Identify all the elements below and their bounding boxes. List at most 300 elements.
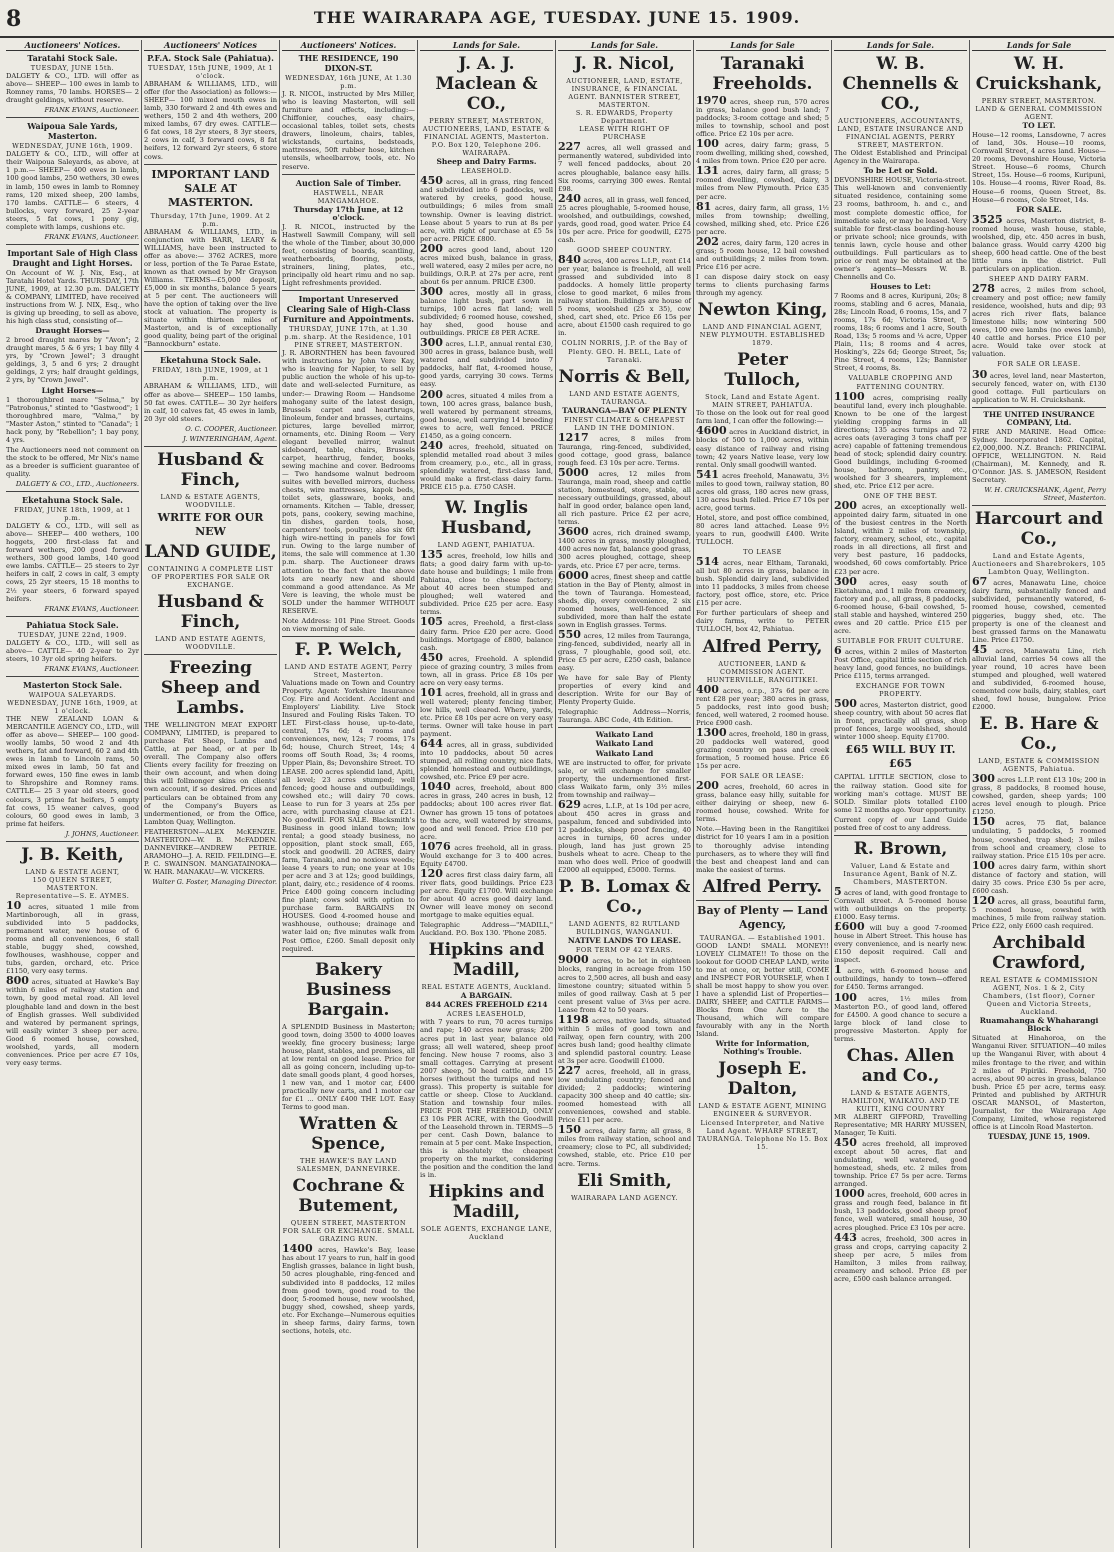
listing <box>696 164 829 201</box>
listing-text: acres, Manawatu Line, choice dairy farm, substantially fenced and subdivided, permanently watered, 6-roomed house, cowshed, cemented piggeries, buggy shed, etc. The property is one of the cleanest and best grassed farms on the Manawatu Line. Price £1750. <box>972 579 1106 644</box>
divider <box>420 494 553 495</box>
ad-text: GOOD LAND! SMALL MONEY!! LOVELY CLIMATE!! To those on the lookout for GOOD CHEAP LAND, write to me at once, or, better still, COME and INSPECT FOR YOURSELF, when I shall be most happy to show you over. I have a splendid List of Properties—DAIRY, SHEEP, and CATTLE FARMS—Blocks from One Acre to the Thousand, which will compare favourably with any in the North Island. <box>696 941 829 1039</box>
listing <box>972 815 1106 860</box>
ad-text: CAPITAL LITTLE SECTION, close to the railway station. Good site for working man's cottage. MUST BE SOLD. Similar plots totalled £100 some 12 months ago. Your opportunity. <box>834 773 967 814</box>
bargain-acres: 844 ACRES FREEHOLD £214 <box>425 1000 548 1010</box>
column-heading: Lands for Sale. <box>420 40 553 51</box>
listing-text: acres, within 2 miles of Masterton Post Office, capital little section of rich heavy land, good fences, no buildings. Price £115, terms arranged. <box>834 647 967 681</box>
listing-text: acres first class dairy farm, all river flats, good buildings. Price £23 per acre. Equity £1700. Will exchange for about 40 acres good dairy land. Owner will leave money on second mortgage to make equities equal. <box>420 870 553 920</box>
listing-acres: 1300 <box>696 725 727 739</box>
ad-title: Important Unreserved Clearing Sale of High-Class Furniture and Appointments. <box>282 294 415 325</box>
ad-note: We have for sale Bay of Plenty properties of every kind and description. Write for our Bay of Plenty Property Guide. <box>558 674 691 707</box>
listings <box>696 424 829 512</box>
divider <box>144 446 277 447</box>
listing <box>420 438 553 492</box>
section-subheading: SHEEP AND DAIRY FARM. <box>989 274 1089 283</box>
ad-subheading: HASTWELL, NEAR MANGAMAHOE. <box>313 188 384 205</box>
listings <box>558 430 691 673</box>
listing <box>834 697 967 742</box>
listing <box>558 252 691 338</box>
listings <box>420 174 553 492</box>
ad-text: J. R. NICOL, instructed by Mrs Miller, who is leaving Masterton, will sell furniture and effects, including:—Chiffonier, couches, easy chairs, occasional tables, toilet sets, chests drawers, linoleum, chairs, tables, wickstands, curtains, bedsteads, mattresses, 50ft rubber hose, kitchen utensils, wheelbarrow, tools, etc. No reserve. <box>282 90 415 171</box>
listing-acres: 5 <box>834 884 842 898</box>
listing <box>972 772 1106 817</box>
listing-acres: 6000 <box>558 568 589 582</box>
agent-name: P. B. Lomax & Co., <box>558 877 691 918</box>
listing-text: acres, 12 miles from Tauranga, main road, sheep and cattle station, homestead, store, stable, all necessary outbuildings, grassed, about half in good order, balance open land, all rich pasture. Price £2 per acre, terms. <box>558 470 691 527</box>
listing-text: acres freehold, Manawatu, 3½ miles to good town, railway station, 80 acres old grass, 180 acres new grass, 130 acres bush felled. Price £7 10s per acre, good terms. <box>696 471 829 512</box>
agent-subtitle: LAND AND FINANCIAL AGENT, NEW PLYMOUTH. ESTABLISHED 1879. <box>699 323 826 348</box>
section-heading: Waikato Land <box>595 748 654 758</box>
agent-name: Husband & Finch, <box>157 449 264 490</box>
ad-list: 2 brood draught mares by "Avon"; 2 draught mares, 5 & 6 yrs; 1 bay filly 4 yrs, by "Crown Jewel"; 3 draught geldings, 3, 5 and 6 yrs; 2 draught geldings, 2 yrs; half draught geldings, 2 yrs, by "Crown Jewel". <box>6 336 139 385</box>
ad-date: TUESDAY, JUNE 15th. <box>30 64 115 72</box>
ad-headline: Freezing Sheep and Lambs. <box>160 658 261 719</box>
listing <box>834 574 967 635</box>
listing-text: acres, Freehold, a first-class dairy farm. Price £20 per acre. Good buildings. Mortgage of £800, balance cash. <box>420 619 553 652</box>
column-heading: Lands for Sale <box>696 40 829 51</box>
listings <box>420 548 553 920</box>
agent-representative: S. R. EDWARDS, Property Department. <box>575 109 674 126</box>
agent-name: Bay of Plenty — Land Agency, <box>697 903 828 931</box>
listing-acres: 1970 <box>696 94 727 107</box>
ad-date: THURSDAY, JUNE 17th, at 1.30 p.m. sharp. At the Residence, 101 PINE STREET, MASTERTON. <box>284 325 413 350</box>
listing <box>972 642 1106 712</box>
listing <box>834 920 967 965</box>
ad-title: Taratahi Stock Sale. <box>27 53 118 63</box>
section-subheading: FOR SALE OR LEASE: <box>720 772 805 781</box>
column-5 <box>556 40 694 1548</box>
ad-text: DALGETY & CO., LTD. will offer as above— SHEEP— 100 ewes in lamb to Romney rams, 70 lambs. HORSES— 2 draught geldings, without reserve. <box>6 72 139 105</box>
listing-text: acres freehold, all in grass. Would exchange for 3 to 400 acres. Equity £4700. <box>420 843 553 868</box>
ad-agent: J. WINTERINGHAM, Agent. <box>183 434 277 443</box>
ad-note: I can dispose dairy stock on easy terms to clients purchasing farms through my agency. <box>696 272 829 298</box>
ad-signature: FRANK EVANS, Auctioneer. <box>44 664 139 673</box>
listing-text: acres, L.I.P., annual rental £30, 300 acres in grass, balance bush, well watered and subdivided into 7 paddocks, half flat, 4-roomed house, good yards, carrying 30 cows. Terms easy. <box>420 340 553 389</box>
listing-acres: 278 <box>972 282 995 296</box>
listing <box>696 555 829 608</box>
listing-acres: 450 <box>420 174 443 188</box>
listing-acres: 100 <box>972 858 995 872</box>
agent-subtitle: AUCTIONEER, LAND & COMMISSION AGENT. HUNTERVILLE, RANGITIKEI. <box>706 659 819 684</box>
listing <box>696 199 829 236</box>
listings <box>696 555 829 608</box>
ad-text: Situated at Hinahoroa, on the Wanganui River. SITUATION—40 miles up the Wanganui River, with about 4 miles frontage to the river, and within 2 miles of Pipiriki. Freehold, 750 acres, about 90 acres in grass, balance bush. Price £5 per acre, terms easy. Printed and published by ARTHUR OSCAR MANSOL, of Masterton, Journalist, for the Wairarapa Age Company, Limited, whose registered office is at Lincoln Road Masterton. <box>972 1034 1106 1131</box>
issue-date: TUESDAY, JUNE 15, 1909. <box>988 1131 1090 1141</box>
ad-note: The Auctioneers need not comment on the stock to be offered, Mr Nix's name as a breeder is sufficient guarantee of quality. <box>6 445 139 478</box>
ad-text: On Account of W. J. Nix, Esq., at Taratahi Hotel Yards. THURSDAY, 17th JUNE, 1909, at 12.30 p.m. DALGETY & COMPANY, LIMITED, have received instructions from W. J. NIX, Esq., who is giving up breeding, to sell as above, his high class stud, consisting of— <box>6 268 139 326</box>
agent-subtitle: LAND & ESTATE AGENTS, WOODVILLE. <box>160 492 261 509</box>
listing-acres: £600 <box>834 920 865 934</box>
ad-headline: Bakery Business Bargain. <box>305 959 392 1020</box>
agent-subtitle: LAND AGENTS, 82 RUTLAND BUILDINGS, WANGANUI. <box>568 920 681 937</box>
section-subheading: LEASE WITH RIGHT OF PURCHASE <box>579 125 670 142</box>
listing <box>696 682 829 727</box>
column-heading: Auctioneers' Notices. <box>282 40 415 51</box>
ad-date: WEDNESDAY, 16th JUNE, At 1.30 p.m. <box>285 74 412 91</box>
agent-subtitle: QUEEN STREET, MASTERTON <box>290 1219 407 1228</box>
listing-text: acres, freehold, 60 acres in grass, balance easy hilly, suitable for either dairying or sheep, new 6-roomed house, cowshed. Write for terms. <box>696 783 829 824</box>
agent-subtitle: WAIRARAPA LAND AGENCY. <box>570 1193 679 1202</box>
ad-title: P.F.A. Stock Sale (Pahiatua). <box>147 53 274 63</box>
listing <box>834 1187 967 1232</box>
listings <box>696 779 829 824</box>
section-heading: Write for Information, Nothing's Trouble. <box>715 1039 810 1057</box>
listing-acres: 81 <box>696 199 712 213</box>
listing-text: acres, freehold, 180 in grass, 20 paddocks well watered, good grazing country on pass and creek formation, 5 roomed house. Price £6 15s per acre. <box>696 729 829 771</box>
listing-text: acres freehold, all improved except about 50 acres, flat and undulating, well watered, good homestead, sheds, etc. 2 miles from township. Price £7 5s per acre. Terms arranged. <box>834 1140 967 1189</box>
listing-acres: 9000 <box>558 953 589 967</box>
ad-text: House—12 rooms, Lansdowne, 7 acres of land, 30s. House—10 rooms, Cornwall Street, 4 acres land. House—20 rooms, Devonshire House, Victoria Street. House—6 rooms, Church Street, 15s. House—6 rooms, Kuripuni, 10s. House—4 rooms, River Road, 8s. House—6 rooms, Queen Street, 8s. House—6 rooms, Cole Street, 14s. <box>972 131 1106 204</box>
agent-name: W. Inglis Husband, <box>440 498 533 539</box>
listing-text: acres, freehold, all in grass, low undulating country; fenced and divided; 2 paddocks; wintering capacity 300 sheep and 40 cattle; six-roomed homestead with all conveniences, cowshed and stable. Price £11 per acre. <box>558 1068 691 1125</box>
ad-text: ABRAHAM & WILLIAMS, LTD., will offer as above— SHEEP— 150 lambs, 50 fat ewes. CATTLE— 30 2yr heifers in calf, 10 calves fat, 45 ewes in lamb, 20 3yr old steers. <box>144 382 277 423</box>
listing-acres: 541 <box>696 467 719 481</box>
agent-name: Hipkins and Madill, <box>428 1182 545 1223</box>
listing <box>834 963 967 992</box>
listing <box>834 1136 967 1189</box>
divider <box>282 956 415 957</box>
listing <box>834 884 967 922</box>
divider <box>6 117 139 118</box>
listing-acres: 514 <box>696 555 719 569</box>
listing <box>420 336 553 389</box>
listing-acres: 105 <box>420 615 443 629</box>
ad-date: TUESDAY, 15th JUNE, 1909, At 1 o'clock. <box>147 64 274 81</box>
listing <box>420 866 553 920</box>
ad-title: Eketahuna Stock Sale. <box>22 495 123 506</box>
listing <box>972 212 1106 273</box>
ad-date: FRIDAY, JUNE 18th, 1909, at 1 p.m. <box>14 506 131 523</box>
guide-title: LAND GUIDE, <box>144 541 277 562</box>
listing-text: acres, situated 4 miles from a town, 100 acres grass, balance bush, well watered by permanent streams, good house, well carrying 14 breeding ewes to acre, well fenced. PRICE £1450, as a going concern. <box>420 391 553 440</box>
telegraphic-address: Telegraphic Address—Norris, Tauranga. ABC Code, 4th Edition. <box>558 708 691 725</box>
agent-name: E. B. Hare & Co., <box>979 714 1099 755</box>
ad-signature: FRANK EVANS, Auctioneer. <box>44 232 139 241</box>
agent-subtitle: AUCTIONEERS, ACCOUNTANTS, LAND, ESTATE INSURANCE AND FINANCIAL AGENTS, PERRY STREET, MASTERTON. <box>837 117 964 150</box>
listing-acres: 6 <box>834 643 842 657</box>
ad-note: For further particulars of sheep and dairy farms, write to PETER TULLOCH, box 42, Pahiatua. <box>696 609 829 634</box>
listing-text: acres, 1½ miles from Masterton P.O., of good land, offered for £4500. A good chance to secure a large block of land close to progressive Masterton. Apply for terms. <box>834 994 967 1043</box>
listing-acres: 300 <box>972 772 995 786</box>
listing <box>834 990 967 1043</box>
listings <box>972 212 1106 273</box>
listing-acres: 100 <box>834 990 857 1004</box>
agent-subtitle: LAND AGENT, PAHIATUA. <box>437 541 536 550</box>
listing-text: acres, 8 miles from Tauranga, ring-fenced, subdivided, good cottage, good grass, balance rough feed. £3 10s per acre. Terms. <box>558 434 691 467</box>
listing <box>558 466 691 527</box>
column-6 <box>694 40 832 1548</box>
listing-acres: 1 <box>834 963 842 977</box>
listing <box>558 1064 691 1125</box>
agent-name: Joseph E. Dalton, <box>718 1059 807 1100</box>
listing-acres: 300 <box>420 336 443 350</box>
insurance-title: THE UNITED INSURANCE COMPANY, Ltd. <box>983 409 1095 427</box>
listing <box>558 525 691 570</box>
agent-representative: Representative—S. E. AYMES. <box>15 891 130 900</box>
listing <box>558 1012 691 1065</box>
agent-name: Newton King, <box>697 300 828 321</box>
listing: 800 acres, situated at Hawke's Bay within 6 miles of railway station and town, by good metal road. All level ploughable land and down in the best of English grasses. Well subdivided and watered by permanent springs, will easily winter 3 sheep per acre. Good 6 roomed house, cowshed, woolshed, yards, all modern conveniences. Price per acre £7 10s, very easy terms. <box>6 974 139 1067</box>
listing-acres: 120 <box>972 893 995 907</box>
listing-text: acres, freehold, about 800 acres in grass, 240 acres in bush, 12 paddocks; about 100 acres river flat. Owner has grown 15 tons of potatoes to the acre, well watered by streams, good and well fenced. Price £10 per acre. <box>420 784 553 841</box>
ad-text: WE are instructed to offer, for private sale, or will exchange for smaller property, the undermentioned first-class Waikato farm, only 3½ miles from township and railway— <box>558 758 691 799</box>
listing-text: acres, Freehold. A splendid piece of grazing country, 3 miles from town, all in grass. Price £8 10s per acre on very easy terms. <box>420 654 553 687</box>
listing-text: acres good land, about 120 acres mixed bush, balance in grass, well watered, easy 2 miles per acre, no buildings, O.R.P. at 27s per acre, rent about 6s per annum. PRICE £300. <box>420 245 553 286</box>
ad-text: J. R. ABORNTHEN has been favoured with instructions by John Vere Kay, who is leaving for Napier, to sell by public auction the whole of his up-to-date and well-selected Furniture, as under:— Drawing Room — Handsome mahogany suite of the latest design, Brussels carpet and hearthrugs, linoleum, fender and brasses, curtains, pictures, large bevelled mirror, ornaments, etc. Dining Room — Very elegant bevelled mirror, walnut sideboard, table, chairs, Brussels carpet, hearthrug, fender, books, sewing machine and cover. Bedrooms — Two handsome walnut bedroom suites with bevelled mirrors, duchess chests, wire mattresses, kapok beds, toilet sets, glassware, books, and ornaments. Kitchen — Table, dresser, pots, pans, cookery, sewing machine, tin dishes, garden tools, hose, carpenters' tools, poultry; also six 6ft high wire-netting in panels for fowl run. Owing to the large number of items, the sale will commence at 1.30 p.m. sharp. The Auctioneer draws attention to the fact that the above lots are nearly new and should command a good attendance. As Mr Vere is leaving, the whole must be SOLD under the hammer WITHOUT RESERVE. <box>282 349 415 615</box>
agent-name: Alfred Perry. <box>702 876 823 897</box>
listing-text: acres in Auckland district, in blocks of 500 to 1,000 acres, within easy distance of railway and rising town; 42 years Native lease, very low rental. Only small goodwill wanted. <box>696 428 829 469</box>
listing-text: acres, all grass, beautiful farm, 5 roomed house, cowshed with machines, 5 mile from railway station. Price £22, only £600 cash required. <box>972 897 1106 930</box>
listings <box>972 772 1106 930</box>
listing-text: acres, 400 acres L.I.P., rent £14 per year, balance is freehold, all well grassed and subdivided into 8 paddocks. A homely little property close to good market, 6 miles from railway station. Buildings are house of 5 rooms, woolshed (25 x 35), cow shed, cart shed, etc. Price £6 15s per acre, about £1500 cash required to go in. <box>558 256 691 338</box>
ad-subheading: FOR SALE OR EXCHANGE. SMALL GRAZING RUN. <box>282 1227 415 1244</box>
listings <box>834 643 967 681</box>
agent-name: Peter Tulloch, <box>724 350 801 391</box>
column-1 <box>4 40 142 1548</box>
section-subheading: SUITABLE FOR FRUIT CULTURE. <box>837 636 964 645</box>
listings <box>696 682 829 771</box>
ad-subheading: Draught Horses— <box>35 326 110 336</box>
ad-date: TUESDAY, JUNE 22nd, 1909. <box>18 630 127 639</box>
agent-subtitle: LAND & ESTATE AGENT, MINING ENGINEER & SURVEYOR. Licensed Interpreter, and Native Land Agent. WHARF STREET, TAURANGA. Telephone No 15. Box 15. <box>697 1102 828 1151</box>
columns <box>4 40 1110 1548</box>
ad-text: with 7 years to run, 70 acres turnips and rape; 140 acres new grass; 200 acres put in last year, balance old grass; all well watered, sheep proof fencing. New house 7 rooms, also 3 small cottages. Carrying at present 2007 sheep, 50 head cattle, and 15 horses (without the turnips and new grass). This property is suitable for cattle or sheep. Close to Auckland. Station and township four miles. PRICE FOR THE FREEHOLD, ONLY £3 10s PER ACRE, with the Goodwill of the Leasehold thrown in. TERMS—5 per cent. Cash Down, balance to remain at 5 per cent. Make Inspection, this is absolutely the cheapest property on the market, considering the position and the condition the land is in. <box>420 1018 553 1180</box>
listing <box>696 234 829 271</box>
agent-name: Cochrane & Butement, <box>292 1176 405 1217</box>
divider <box>6 244 139 245</box>
page-number: 8 <box>6 6 22 32</box>
listing-text: acres, freehold, low hills and flats; a good dairy farm with up-to-date house and buildings; 1 mile from Pahiatua, close to cheese factory; about 40 acres been stumped and ploughed; well watered and subdivided. Price £25 per acre. Easy terms. <box>420 552 553 617</box>
listing-text: acres dairy farm, within short distance of factory and station, will dairy 35 cows. Price £30 5s per acre, £600 cash. <box>972 862 1106 895</box>
listing-acres: 135 <box>420 548 443 562</box>
listing-acres: 5000 <box>558 466 589 480</box>
ad-text: DEVONSHIRE HOUSE, Victoria-street. This well-known and conveniently situated residence, containing some 23 rooms, bathroom, h. and c., and most complete domestic office, for immediate sale, or may be leased. Very suitable for first-class boarding-house or private school; nice grounds, with tennis lawn, cycle house and other outbuildings. Full particulars as to price or rent may be obtained at the owner's agents—Messrs W. B. Chennells and Co. <box>834 176 967 281</box>
divider <box>6 616 139 617</box>
listing-acres: 120 <box>420 866 443 880</box>
divider <box>282 636 415 637</box>
agent-subtitle: Valuer, Land & Estate and Insurance Agent, Bank of N.Z. Chambers, MASTERTON. <box>843 861 958 886</box>
ad-text: Valuations made on Town and Country Property. Agent: Yorkshire Insurance Coy. Fire and Accident. Accident and Employers' Liability. Live Stock Insured and Fouling Risks Taken. TO LET. First-class house, up-to-date, central, 17s 6d; 4 rooms and conveniences, new, 12s; 7 rooms, 17s 6d; house, Church Street, 14s; 4 rooms off South Road, 3s; 4 rooms, Upper Plain, 8s; Devonshire Street. TO LEASE. 200 acres splendid land, Apiti, all level; 23 acres stumped; well fenced; good house and outbuildings, cowshed etc.; will dairy 70 cows. Lease to run for 3 years at 25s per acre, with purchasing clause at £21. No goodwill. FOR SALE. Blacksmith's Business in good inland town; low rental; a good steady business, no opposition, plant stock small, £65, stock and goodwill. 20 ACRES, dairy farm, Taranaki, and no noxious weeds; lease 4 years to run; one year at 10s per acre and 3 at 12s; good buildings, plant, dairy, etc.; residence of 4 rooms. Price £400 going concern including fine plant; cows sold with option to purchase farm. BARGAINS IN HOUSES. Good 4-roomed house and washhouse, outhouse; drainage and water laid on; five minutes walk from Post Office, £260. Small deposit only required. <box>282 679 415 953</box>
column-7 <box>832 40 970 1548</box>
listing-acres: 1040 <box>420 780 451 794</box>
listing <box>834 499 967 576</box>
insurance-agent: W. H. CRUICKSHANK, Agent, Perry Street, Masterton. <box>984 486 1106 503</box>
listing <box>420 780 553 841</box>
divider <box>972 505 1106 506</box>
ad-title: Auction Sale of Timber. <box>295 177 402 188</box>
listing-text: acres, dairy farm, 120 acres in grass; 5 room house, 12 bail cowshed and outbuildings; 2 miles from town. Price £16 per acre. <box>696 238 829 271</box>
listing-text: acres, level land, near Masterton, securely fenced, water on, with £130 good cottage. Full particulars on application to W. H. Cruickshank. <box>972 371 1106 404</box>
listing <box>558 797 691 875</box>
listing-acres: 1000 <box>834 1187 865 1201</box>
divider <box>834 835 967 836</box>
section-subheading: LEASEHOLD. <box>461 167 512 176</box>
listing: 1400 acres, Hawke's Bay, lease has about 17 years to run, half in good English grasses, balance in light bush, 50 acres ploughable, ring-fenced and subdivided into 8 paddocks, 12 miles from good town, good road to the door, 5-roomed house, new woolshed, buggy shed, cowshed, sheep yards, etc. For Exchange—Numerous equities in sheep farms, dairy farms, town sections, hotels, etc. <box>282 1242 415 1335</box>
column-heading: Lands for Sale <box>972 40 1106 51</box>
ad-subheading: Light Horses— <box>41 385 104 395</box>
listing <box>420 387 553 440</box>
agent-name: J. A. J. Maclean & CO., <box>435 54 538 114</box>
column-heading: Auctioneers' Notices <box>144 40 277 51</box>
ad-text: THE NEW ZEALAND LOAN & MERCANTILE AGENCY CO., LTD., will offer as above— SHEEP— 100 good-woolly lambs, 50 wood 2 and 4th wethers, fat and forward, 60 2 and 4th ewes in lamb to Lincoln rams, 50 mixed ewes in lamb, 50 fat and forward ewes, 150 fine ewes in lamb to Shropshire and Romney rams. CATTLE— 25 3 year old steers, good colours, 3 prime fat heifers, 5 empty fat cows, 15 weaner calves, good colours, 60 good ewes in lamb, 3 prime fat heifers. <box>6 715 139 828</box>
listing-acres: 67 <box>972 575 988 589</box>
agent-name: Norris & Bell, <box>558 366 691 387</box>
listing <box>558 140 691 193</box>
listing-acres: 45 <box>972 642 988 656</box>
listing-text: acres, all in grass, well fenced, 25 acres ploughable, 5-roomed house, woolshed, and outbuildings, cowshed, yards, good road, good water. Price £4 10s per acre. Price for goodwill, £275 cash. <box>558 195 691 244</box>
listing <box>834 1230 967 1283</box>
column-heading: Auctioneers' Notices. <box>6 40 139 51</box>
section-heading: Ruamahanga & Whaharangi Block <box>979 1016 1099 1034</box>
listing-text: acres, Masterton district, 8-roomed house, wash house, stable, woolshed, dip, etc. 450 acres in bush, balance grass. Would carry 4200 big sheep, 600 head cattle. One of the best little runs in the district. Full particulars on application. <box>972 216 1106 273</box>
listing-text: acres, all in grass, ring fenced and subdivided into 6 paddocks, well watered by creeks, good house, outbuildings; 6 miles from small township. Owner is leaving district. Lease about 5 years to run at 8s per acre, with right of purchase at £5 5s per acre. PRICE £800. <box>420 178 553 243</box>
ad-title: Waipoua Sale Yards, Masterton. <box>27 121 118 142</box>
listing-text: acre, with 6-roomed house and outbuildings, handy to town—offered for £450. Terms arranged. <box>834 967 967 992</box>
listing <box>420 737 553 782</box>
listing <box>696 725 829 771</box>
ad-date: FRIDAY, 18th JUNE, 1909, at 1 p.m. <box>152 366 269 383</box>
agent-subtitle: LAND, ESTATE & COMMISSION AGENTS, Pahiatua. <box>978 757 1100 774</box>
listing-acres: 3600 <box>558 525 589 539</box>
ad-text: DALGETY & CO., LTD., will offer at their Waipoua Saleyards, as above, at 1 p.m.— SHEEP— 400 ewes in lamb, 100 good lambs, 250 wethers, 30 ewes in lamb, 150 ewes in lamb to Romney rams, 120 mixed sheep, 200 lambs, 170 lambs. CATTLE— 6 steers, 4 bullocks, very forward, 25 2-year steers, 5 fat cows, 1 pony gig, complete with lamps, cushions etc. <box>6 150 139 231</box>
ad-subheading: WAIPOUA SALEYARDS. <box>28 690 117 699</box>
listing-acres: 150 <box>972 815 995 829</box>
listing-acres: 840 <box>558 252 581 266</box>
agent-subtitle: LAND & ESTATE AGENT, <box>25 867 120 876</box>
divider <box>6 841 139 842</box>
agent-name: Hipkins and Madill, <box>428 940 545 981</box>
listing-acres: 1217 <box>558 430 589 444</box>
ad-signature: Walter G. Foster, Managing Director. <box>152 878 277 886</box>
listing-text: acres, sheep run, 570 acres in grass, balance good bush land; 7 paddocks; 3-room cottage and shed; 5 miles to township, school and post office. Price £2 10s per acre. <box>696 98 829 139</box>
listing-text: acres, all well grassed and permanently watered, subdivided into 7 well fenced paddocks, about 20 acres ploughable, balance easy hills. Six rooms, carrying 300 ewes. Rental £98. <box>558 144 691 193</box>
listing-acres: 150 <box>558 1123 581 1137</box>
listing <box>696 137 829 166</box>
ad-signature: DALGETY & CO., LTD., Auctioneers. <box>15 480 139 489</box>
agent-name: F. P. Welch, <box>294 639 403 660</box>
listing <box>696 467 829 512</box>
divider <box>144 654 277 655</box>
listing <box>972 282 1106 359</box>
listing-text: acres, 12 miles from Tauranga, ring-fenced, subdivided, nearly all in grass, 7 ploughable, good soil, etc. Price £5 per acre, £250 cash, balance easy. <box>558 631 691 673</box>
listing-text: acres, 2 miles from school, creamery and post office; new family residence, woolshed, huts and dip; 93 acres rich river flats, balance limestone hills; now wintering 500 ewes, 100 ewe lambs (no ewes lamb), 40 cattle and horses. Price £10 per acre. Would take over stock at valuation. <box>972 286 1106 359</box>
ad-title: THE RESIDENCE, 190 DIXON-ST. <box>298 53 399 73</box>
listing-acres: 4600 <box>696 424 727 438</box>
section-heading: To be Let or Sold. <box>863 166 938 176</box>
column-4 <box>418 40 556 1548</box>
listing-text: acres, easy south of Eketahuna, and 1 mile from creamery, factory and p.o., all grass, 8 paddocks, 6-roomed house, 6-bail cowshed, 5-stall stable and hayshed, wintered 250 ewes and 20 cattle. Price £15 per acre. <box>834 578 967 635</box>
agent-subtitle: Land and Estate Agents, Auctioneers and Sharebrokers, 105 Lambton Quay, Wellington. <box>972 552 1106 577</box>
agent-subtitle: LAND AND ESTATE AGENT, Perry Street, Masterton. <box>284 662 413 679</box>
listing <box>834 643 967 681</box>
section-heading: FOR SALE. <box>1016 204 1062 214</box>
ad-text: THE WELLINGTON MEAT EXPORT COMPANY, LIMITED, is prepared to purchase Fat Sheep, Lambs and Cattle, at per head, or at per lb overall. The Company also offers Clients every facility for freezing on their own account, and when doing this will follmonger skins on clients' own account, if so desired. Prices and particulars can be obtained from any of the Company's Buyers as undermentioned, or from the Office, Lambton Quay, Wellington. <box>144 721 277 826</box>
listing <box>420 650 553 687</box>
ad-text: ABRAHAM & WILLIAMS, LTD., in conjunction with BARR, LEARY & WILLIAMS, have been instructed to offer as above:— 3762 ACRES, more or less, portion of the Te Parae Estate, known as that owned by Mr Grayson Williams. TERMS—£5,000 deposit, £5,000 in six months, balance 5 years at 5 per cent. The auctioneers will have the option of taking over the live stock at valuation. The property is situate within thirteen miles of Masterton, and is of exceptionally good quality, being part of the original "Bannockburn" estate. <box>144 227 277 349</box>
bargain-subheading: ACRES LEASEHOLD, <box>446 1010 527 1019</box>
agent-subtitle: PERRY STREET, MASTERTON, AUCTIONEERS, LAND, ESTATE & FINANCIAL AGENTS, Masterton. P.O. Box 120, Telephone 206. WAIRARAPA. <box>422 117 551 158</box>
listing-text: acres, dairy farm; all grass, 8 miles from railway station, school and creamery; close to PC, all subdivided; cowshed, stable, etc. Price £10 per acre. Terms. <box>558 1127 691 1168</box>
listing: 10 acres, situated 1 mile from Martinborough, all in grass, subdivided into 5 paddocks, permanent water, new house of 6 rooms and all conveniences, 6 stall stable, buggy shed, cowshed, fowlhouses, washhouse, copper and tubs, garden, orchard, etc. Price £1150, very easy terms. <box>6 898 139 976</box>
agent-name: W. H. Cruickshank, <box>975 54 1103 94</box>
listing <box>696 779 829 824</box>
listing-acres: 200 <box>696 779 719 793</box>
agent-name: J. R. Nicol, <box>574 54 675 74</box>
ad-title: Masterton Stock Sale. <box>22 679 123 690</box>
guide-subtitle: CONTAINING A COMPLETE LIST OF PROPERTIES FOR SALE OR EXCHANGE. <box>147 564 274 589</box>
section-subheading: GOOD SHEEP COUNTRY. <box>577 245 672 254</box>
listing-text: will buy a good 7-roomed house in Albert Street. This house has every convenience, and is nearly new. £150 deposit required. Call and inspect. <box>834 924 967 965</box>
section-subheading: EXCHANGE FOR TOWN PROPERTY. <box>855 682 946 699</box>
listings <box>696 94 829 271</box>
listing-text: acres, freehold, all in grass and well watered; plenty fencing timber, low hills, well cleared. Where, yards, etc. Price £8 10s per acre on very easy terms. Owner will take house in part payment. <box>420 689 553 739</box>
listing-text: acres, rich drained swamp, 1400 acres in grass, mostly ploughed, 400 acres now fat, balance good grass, 300 acres ploughed, cottage, sheep yards, etc. Price £7 per acre, terms. <box>558 529 691 570</box>
ad-list: 1 thoroughbred mare "Selma," by "Patrobonus," stinted to "Gastwood"; 1 thoroughbred mare, "Valma," by "Master Aston," stinted to "Canada"; 1 hack pony, by "Rebellion"; 1 bay pony, 4 yrs. <box>6 395 139 444</box>
listing-text: acres, dairy farm, all grass, 1½ miles from township; dwelling, cowshed, milking shed, etc. Price £26 per acre. <box>696 203 829 236</box>
ad-text: To those on the look out for real good farm land, I can offer the following:— <box>696 409 829 426</box>
divider <box>696 900 829 901</box>
listing-acres: 450 <box>834 1136 857 1150</box>
agent-name: R. Brown, <box>853 838 948 859</box>
listing <box>558 1123 691 1168</box>
section-heading: Sheep and Dairy Farms. <box>436 157 537 167</box>
section-heading: Waikato Land <box>595 739 654 749</box>
listings <box>834 389 967 491</box>
ad-text: Hotel, store, and post office combined, 80 acres land attached. Lease 9½ years to run, goodwill £400. Write TULLOCH. <box>696 513 829 547</box>
listing-text: acres, o.r.p., 37s 6d per acre rent £28 per year; 380 acres in grass, 5 paddocks, rest into good bush; fenced, well watered, 2 roomed house. Price £900 cash. <box>696 686 829 727</box>
agent-subtitle: SOLE AGENTS, EXCHANGE LANE, Auckland <box>420 1225 553 1242</box>
divider <box>6 676 139 677</box>
listings <box>834 697 967 742</box>
ad-text: ABRAHAM & WILLIAMS, LTD., will offer (for the Association) as follows:— SHEEP— 100 mixed mouth ewes in lamb, 330 forward 2 and 4th ewes and wethers, 150 2 and 4th wethers, 200 mixed lambs, 67 dry ewes. CATTLE— 6 fat cows, 18 2yr steers, 8 3yr steers, 2 cows in calf, 3 forward cows, 8 fat heifers, 12 forward 2yr steers, 6 store cows. <box>144 80 277 161</box>
divider <box>6 491 139 492</box>
divider <box>282 290 415 291</box>
ad-text: J. R. NICOL, instructed by the Hastwell Sawmill Company, will sell the whole of the Timber, about 30,000 feet, consisting of boards, scantling, weatherboards, flooring, posts, strainers, lining, plates, etc., principally old heart rimu and no sap. Light refreshments provided. <box>282 222 415 288</box>
agent-subtitle: REAL ESTATE & COMMISSION AGENT, Nos. 1 & 2, City Chambers, (1st floor), Corner Queen and Victoria Streets, Auckland. <box>980 976 1098 1017</box>
listing-acres: 200 <box>834 499 857 513</box>
listing-acres: 500 <box>834 697 857 711</box>
agent-subtitle: LAND & ESTATE AGENTS, HAMILTON, WAIKATO. AND TE KUITI, KING COUNTRY <box>841 1088 960 1113</box>
masthead <box>0 0 1114 38</box>
ad-signature: FRANK EVANS, Auctioneer. <box>44 604 139 613</box>
listing <box>972 893 1106 930</box>
section-subheading: TO LEASE <box>743 548 782 557</box>
section-heading: TO LET. <box>1022 121 1056 131</box>
insurance-text: FIRE AND MARINE. Head Office: Sydney. Incorporated 1862. Capital, £2,000,000. N.Z. Branch: PRINCIPAL OFFICE, WELLINGTON. N. Reid (Chairman), M. Kennedy, and R. O'Connor. JAS. S. JAMESON, Resident Secretary. <box>972 427 1106 485</box>
bargain-heading: A BARGAIN. <box>460 991 513 1001</box>
listing-text: acres, an exceptionally well-appointed dairy farm, situated in one of the busiest centres in the North Island, within 2 miles of township, factory, creamery, school, etc., capital roads in all directions, all first and very best pasture, 16 paddocks, woodshed, 60 cows comfortably. Price £23 per acre. <box>834 503 967 576</box>
ad-note: Current copy of our Land Guide posted free of cost to any address. <box>834 815 967 832</box>
agent-subtitle: THE HAWKE'S BAY LAND SALESMEN, DANNEVIRKE. <box>296 1157 401 1174</box>
guide-intro: WRITE FOR OUR NEW <box>157 510 264 538</box>
divider <box>144 164 277 165</box>
section-subheading: FOR TERM OF 42 YEARS. <box>575 946 674 955</box>
column-3 <box>280 40 418 1548</box>
listing-text: acres of land, with good frontage to Cornwall street. A 5-roomed house with outbuildings on the property. £1000. Easy terms. <box>834 888 967 922</box>
listing <box>558 568 691 629</box>
listings <box>834 1136 967 1283</box>
agent-address: 150 QUEEN STREET, MASTERTON. <box>32 875 113 892</box>
listing <box>420 615 553 652</box>
divider <box>558 727 691 728</box>
listing-acres: 443 <box>834 1230 857 1244</box>
ad-title: IMPORTANT LAND SALE AT MASTERTON. <box>151 167 270 209</box>
listing-text: acres, freehold, situated on splendid metalled road about 3 miles from creamery, p.o., etc., all in grass, splendidly watered, first-class land, would make a first-class dairy farm. PRICE £15 p.a. £750 CASH. <box>420 442 553 492</box>
listing-acres: 227 <box>558 1064 581 1078</box>
listings <box>972 575 1106 712</box>
listing-text: acres, freehold, 300 acres in grass and crops, carrying capacity 2 sheep per acre, 5 miles from Hamilton, 3 miles from railway, creamery and school. Price £8 per acre, £500 cash balance arranged. <box>834 1234 967 1283</box>
